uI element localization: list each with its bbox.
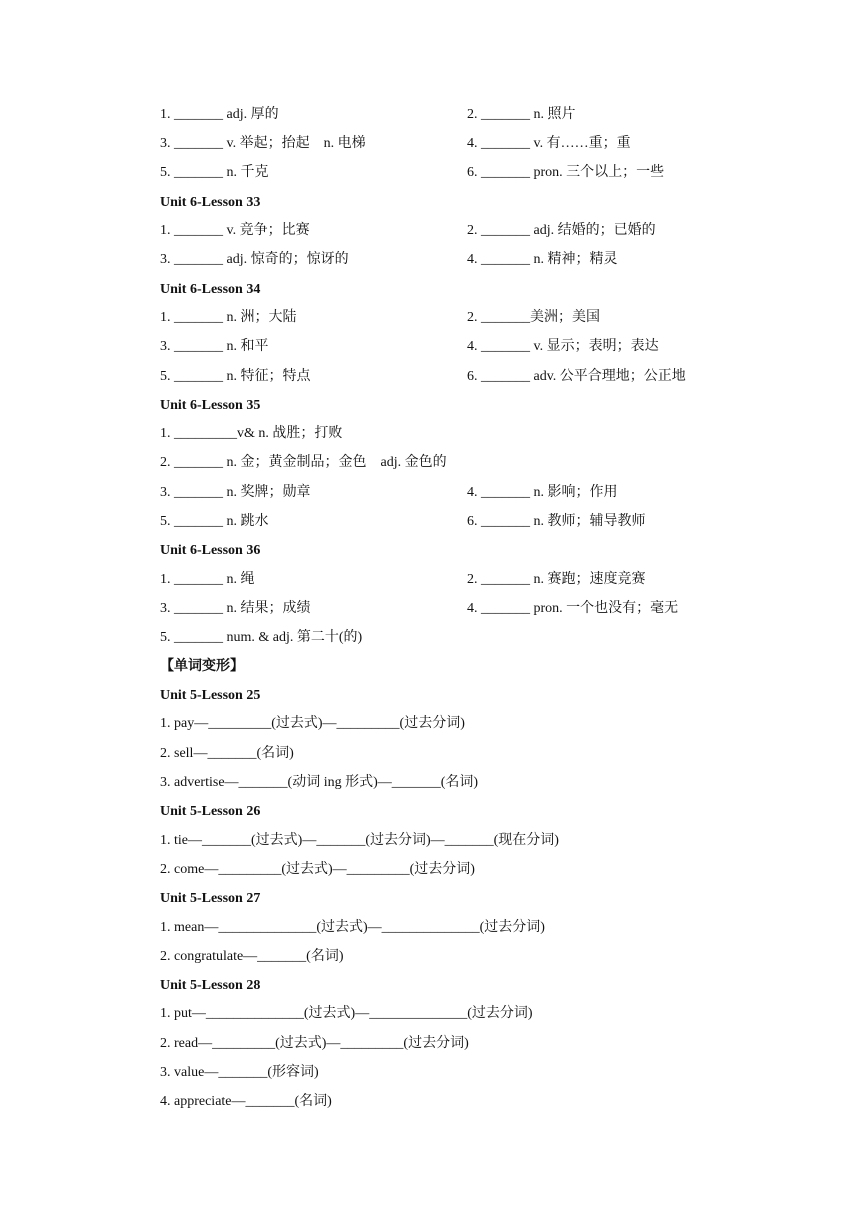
vocab-row	[160, 569, 760, 598]
vocab-row	[160, 452, 760, 481]
form-item: 2. come—_________(过去式)—_________(过去分词)	[160, 861, 475, 877]
vocab-row	[160, 249, 760, 278]
vocab-row	[160, 162, 760, 191]
worksheet-content	[160, 104, 760, 1120]
form-item: 2. congratulate—_______(名词)	[160, 948, 344, 964]
vocab-row	[160, 133, 760, 162]
lesson-heading: Unit 6-Lesson 34	[160, 281, 261, 297]
vocab-item: 2. _______ adj. 结婚的；已婚的	[467, 223, 656, 239]
vocab-item: 1. _________v& n. 战胜；打败	[160, 426, 343, 442]
vocab-item: 3. _______ n. 和平	[160, 339, 269, 355]
vocab-item: 2. _______ n. 照片	[467, 107, 576, 122]
vocab-item: 1. _______ v. 竞争；比赛	[160, 223, 310, 239]
vocab-row	[160, 220, 760, 249]
lesson-heading: Unit 5-Lesson 25	[160, 687, 261, 703]
form-item: 1. put—______________(过去式)—______________(过去分词)	[160, 1006, 533, 1022]
form-item: 1. pay—_________(过去式)—_________(过去分词)	[160, 716, 465, 732]
vocab-item: 5. _______ num. & adj. 第二十(的)	[160, 630, 363, 645]
lesson-heading: Unit 5-Lesson 27	[160, 890, 261, 906]
form-item: 1. tie—_______(过去式)—_______(过去分词)—_______(现在分词)	[160, 832, 559, 848]
vocab-item: 3. _______ adj. 惊奇的；惊讶的	[160, 252, 349, 268]
form-item: 4. appreciate—_______(名词)	[160, 1094, 332, 1110]
vocab-row	[160, 366, 760, 395]
vocab-item: 6. _______ pron. 三个以上；一些	[467, 165, 665, 181]
vocab-item: 1. _______ n. 绳	[160, 571, 255, 587]
vocab-item: 4. _______ pron. 一个也没有；毫无	[467, 600, 679, 616]
form-item: 2. read—_________(过去式)—_________(过去分词)	[160, 1035, 469, 1051]
vocab-item: 4. _______ v. 显示；表明；表达	[467, 339, 659, 355]
form-item: 3. advertise—_______(动词 ing 形式)—_______(名词)	[160, 774, 479, 790]
vocab-item: 5. _______ n. 跳水	[160, 513, 269, 529]
vocab-row	[160, 104, 760, 133]
vocab-item: 2. _______美洲；美国	[467, 310, 600, 326]
vocab-row	[160, 598, 760, 627]
vocab-item: 1. _______ adj. 厚的	[160, 107, 279, 122]
vocab-item: 3. _______ n. 奖牌；勋章	[160, 484, 311, 500]
vocab-item: 6. _______ n. 教师；辅导教师	[467, 513, 646, 529]
form-item: 1. mean—______________(过去式)—______________(过去分词)	[160, 919, 545, 935]
lesson-heading: Unit 5-Lesson 28	[160, 977, 261, 993]
vocab-row	[160, 627, 760, 656]
lesson-heading: Unit 6-Lesson 36	[160, 543, 261, 559]
section-title: 【单词变形】	[160, 659, 244, 675]
vocab-item: 2. _______ n. 赛跑；速度竞赛	[467, 571, 646, 587]
vocab-item: 5. _______ n. 千克	[160, 165, 269, 181]
form-item: 2. sell—_______(名词)	[160, 745, 294, 761]
vocab-row	[160, 511, 760, 540]
vocab-item: 5. _______ n. 特征；特点	[160, 368, 311, 384]
lesson-heading: Unit 6-Lesson 35	[160, 397, 261, 413]
vocab-row	[160, 482, 760, 511]
vocab-item: 4. _______ v. 有……重；重	[467, 136, 631, 152]
vocab-item: 4. _______ n. 精神；精灵	[467, 252, 618, 268]
vocab-item: 3. _______ n. 结果；成绩	[160, 600, 311, 616]
vocab-row	[160, 336, 760, 365]
vocab-item: 4. _______ n. 影响；作用	[467, 484, 618, 500]
lesson-heading: Unit 5-Lesson 26	[160, 803, 261, 819]
vocab-row	[160, 423, 760, 452]
lesson-heading: Unit 6-Lesson 33	[160, 194, 261, 210]
vocab-item: 3. _______ v. 举起；抬起 n. 电梯	[160, 136, 366, 152]
vocab-item: 1. _______ n. 洲；大陆	[160, 310, 297, 326]
vocab-item: 6. _______ adv. 公平合理地；公正地	[467, 368, 686, 384]
form-item: 3. value—_______(形容词)	[160, 1064, 319, 1080]
vocab-row	[160, 307, 760, 336]
vocab-item: 2. _______ n. 金；黄金制品；金色 adj. 金色的	[160, 455, 447, 471]
